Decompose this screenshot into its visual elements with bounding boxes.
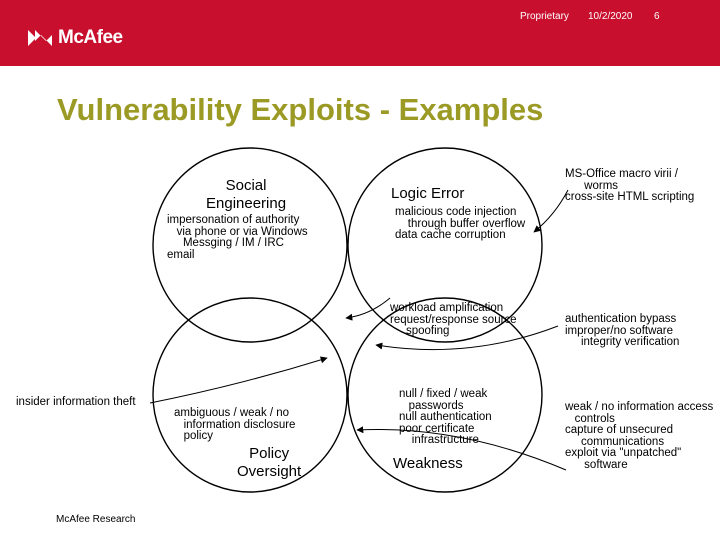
page-number: 6	[654, 11, 660, 22]
text-logic-examples: malicious code injection through buffer overflow data cache corruption	[395, 206, 526, 241]
proprietary-label: Proprietary	[520, 11, 569, 22]
arrow-from-center-left	[346, 298, 390, 318]
slide-title: Vulnerability Exploits - Examples	[57, 92, 544, 127]
label-weakness: Weakness	[393, 455, 463, 472]
text-auth-bypass: authentication bypass improper/no software integrity verification	[565, 313, 680, 348]
text-weakness-examples: null / fixed / weak passwords null authentication poor certificate infrastructure	[399, 388, 492, 446]
text-social-examples: impersonation of authority via phone or via Windows Messging / IM / IRC email	[167, 214, 308, 261]
logo-text: McAfee	[58, 27, 123, 48]
text-policy-examples: ambiguous / weak / no information disclosure policy	[174, 407, 296, 442]
text-insider-theft: insider information theft	[16, 396, 136, 408]
arrow-ms-office	[534, 190, 568, 232]
date-label: 10/2/2020	[588, 11, 633, 22]
label-social-engineering: Social Engineering	[206, 177, 287, 212]
arrow-insider	[150, 358, 327, 403]
label-logic-error: Logic Error	[391, 185, 465, 202]
footer-label: McAfee Research	[56, 514, 136, 525]
text-center-examples: workload amplification request/response source spoofing	[390, 302, 517, 337]
label-policy-oversight: Policy Oversight	[237, 445, 302, 480]
text-ms-office: MS-Office macro virii / worms cross-site HTML scripting	[565, 168, 695, 203]
text-weak-info-access: weak / no information access controls capture of unsecured communications exploit via "unpatched" software	[565, 401, 714, 471]
